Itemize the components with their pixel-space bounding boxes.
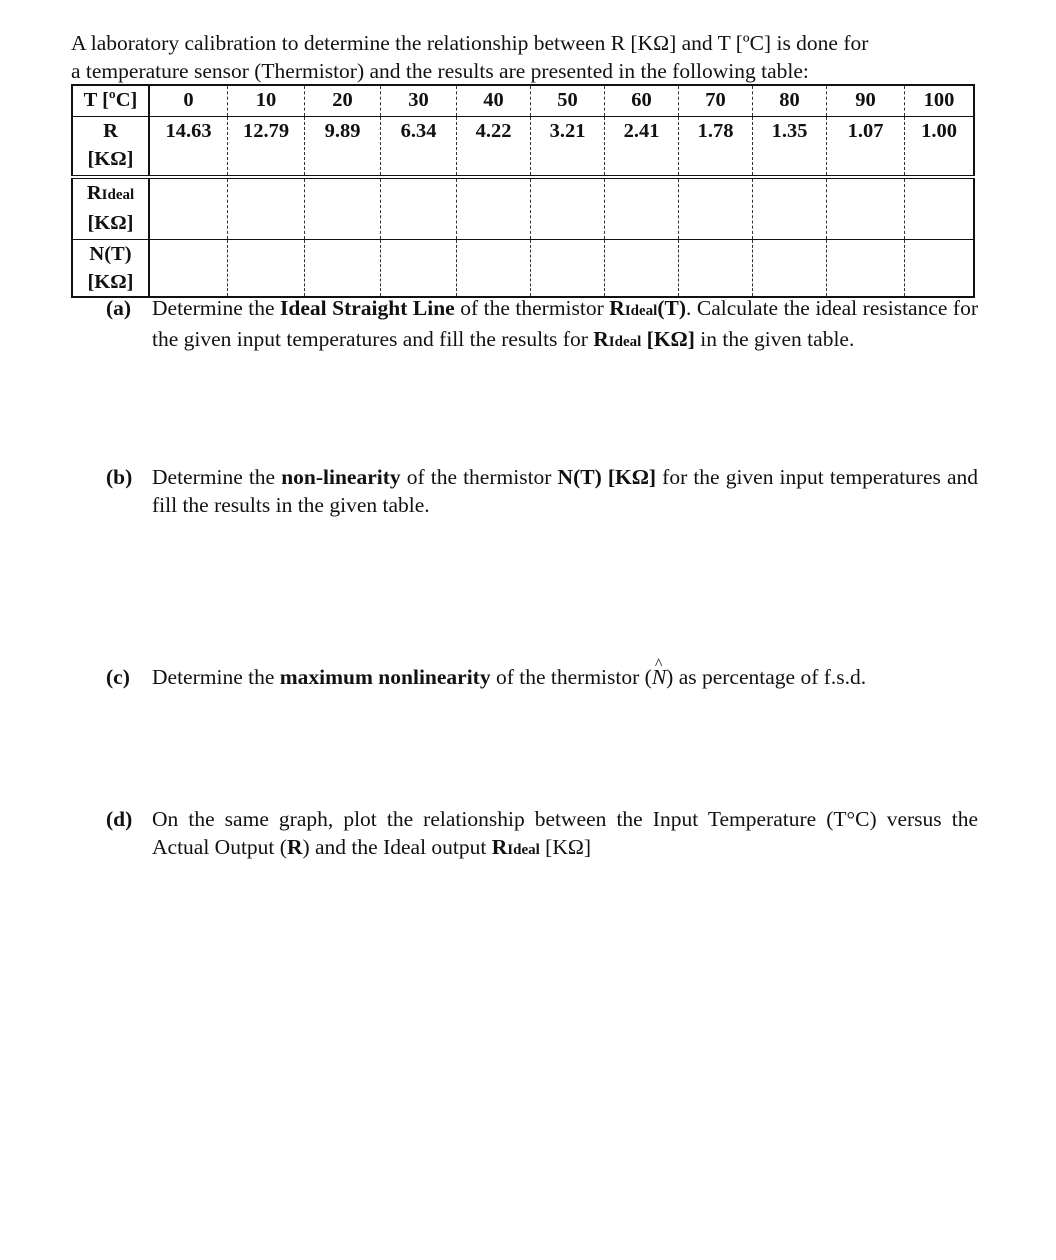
resistance-cell: 1.00: [905, 117, 975, 178]
intro-paragraph: [71, 29, 971, 85]
question-b-text: Determine the non-linearity of the thermistor N(T) [KΩ] for the given input temperatures and fill the results in the given table.: [152, 465, 978, 517]
resistance-cell: 9.89: [305, 117, 381, 178]
nonlinearity-cell[interactable]: [827, 240, 905, 298]
temperature-cell: 10: [228, 85, 305, 117]
intro-line-2: a temperature sensor (Thermistor) and the results are presented in the following table:: [71, 59, 809, 83]
nonlinearity-row: [72, 240, 974, 298]
temperature-cell: 0: [149, 85, 228, 117]
question-b-label: (b): [106, 465, 133, 489]
ideal-resistance-cell[interactable]: [305, 177, 381, 240]
ideal-resistance-cell[interactable]: [531, 177, 605, 240]
temperature-cell: 30: [381, 85, 457, 117]
question-c: [106, 663, 978, 691]
nonlinearity-row-header: N(T) [KΩ]: [72, 240, 149, 298]
question-c-text: Determine the maximum nonlinearity of the thermistor (^ N) as percentage of f.s.d.: [152, 663, 978, 691]
nonlinearity-cell[interactable]: [149, 240, 228, 298]
ideal-resistance-cell[interactable]: [827, 177, 905, 240]
resistance-cell: 3.21: [531, 117, 605, 178]
ideal-resistance-row: [72, 177, 974, 240]
resistance-cell: 12.79: [228, 117, 305, 178]
resistance-row: [72, 117, 974, 178]
ideal-resistance-cell[interactable]: [149, 177, 228, 240]
resistance-cell: 2.41: [605, 117, 679, 178]
resistance-cell: 1.78: [679, 117, 753, 178]
nonlinearity-cell[interactable]: [531, 240, 605, 298]
nonlinearity-cell[interactable]: [381, 240, 457, 298]
ideal-resistance-cell[interactable]: [679, 177, 753, 240]
temperature-cell: 50: [531, 85, 605, 117]
resistance-cell: 14.63: [165, 120, 212, 142]
question-a: [106, 294, 978, 356]
question-c-label: (c): [106, 665, 130, 689]
ideal-resistance-cell[interactable]: [381, 177, 457, 240]
ideal-resistance-cell[interactable]: [605, 177, 679, 240]
question-b: [106, 463, 978, 519]
n-hat-symbol: ^ N: [652, 663, 666, 691]
temperature-cell: 60: [605, 85, 679, 117]
temperature-row-header: T [ºC]: [72, 85, 149, 117]
question-a-label: (a): [106, 296, 132, 320]
ideal-resistance-cell[interactable]: [457, 177, 531, 240]
question-a-text: Determine the Ideal Straight Line of the thermistor RIdeal(T). Calculate the ideal resistance for the given input temperatures and fill the results for RIdeal [KΩ] in the given table.: [152, 296, 978, 351]
nonlinearity-cell[interactable]: [228, 240, 305, 298]
temperature-cell: 80: [753, 85, 827, 117]
temperature-cell: 20: [305, 85, 381, 117]
question-d-label: (d): [106, 807, 133, 831]
resistance-cell: 4.22: [457, 117, 531, 178]
temperature-row: [72, 85, 974, 117]
nonlinearity-cell[interactable]: [905, 240, 975, 298]
temperature-cell: 70: [679, 85, 753, 117]
resistance-cell: 1.07: [827, 117, 905, 178]
temperature-cell: 100: [905, 85, 975, 117]
ideal-resistance-cell[interactable]: [905, 177, 975, 240]
intro-line-1: A laboratory calibration to determine the relationship between R [KΩ] and T [ºC] is done for: [71, 31, 869, 55]
nonlinearity-cell[interactable]: [605, 240, 679, 298]
ideal-resistance-row-header: RIdeal [KΩ]: [72, 177, 149, 240]
nonlinearity-cell[interactable]: [679, 240, 753, 298]
nonlinearity-cell[interactable]: [753, 240, 827, 298]
question-d-text: On the same graph, plot the relationship between the Input Temperature (T°C) versus the Actual Output (R) and the Ideal output RIdeal [KΩ]: [152, 807, 978, 859]
ideal-resistance-cell[interactable]: [228, 177, 305, 240]
resistance-cell: 6.34: [381, 117, 457, 178]
temperature-cell: 40: [457, 85, 531, 117]
resistance-cell: 1.35: [753, 117, 827, 178]
resistance-row-header: R [KΩ]: [72, 117, 149, 178]
question-d: [106, 805, 978, 864]
calibration-table: [71, 84, 975, 298]
temperature-cell: 90: [827, 85, 905, 117]
ideal-resistance-cell[interactable]: [753, 177, 827, 240]
nonlinearity-cell[interactable]: [457, 240, 531, 298]
nonlinearity-cell[interactable]: [305, 240, 381, 298]
